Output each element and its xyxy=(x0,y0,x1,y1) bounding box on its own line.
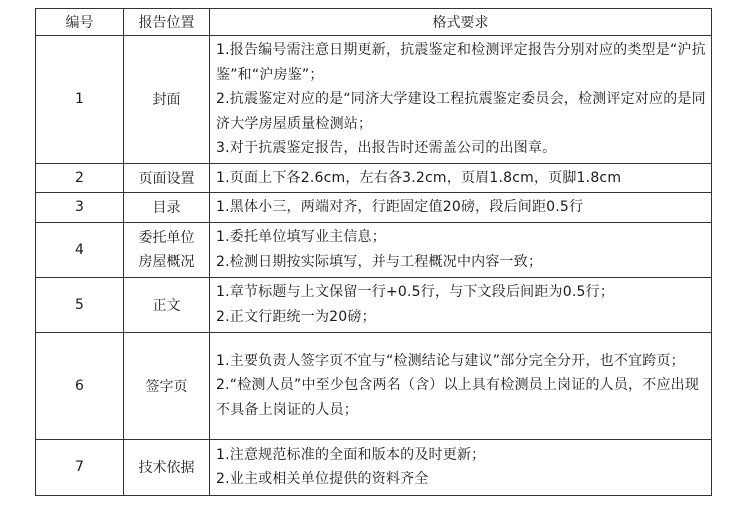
requirement-item: 2.抗震鉴定对应的是“同济大学建设工程抗震鉴定委员会，检测评定对应的是同济大学房屋质量检测站； xyxy=(216,91,706,132)
row-position: 签字页 xyxy=(124,332,210,439)
table-row xyxy=(36,36,712,164)
requirement-item: 1.黑体小三，两端对齐，行距固定值20磅，段后间距0.5行 xyxy=(216,199,584,215)
row-position-text: 委托单位房屋概况 xyxy=(138,229,195,270)
table-row xyxy=(36,193,712,223)
row-number: 1 xyxy=(36,36,124,164)
requirement-item: 2.检测日期按实际填写，并与工程概况中内容一致； xyxy=(216,253,543,270)
row-requirements xyxy=(210,163,712,193)
header-requirements: 格式要求 xyxy=(210,9,712,36)
row-requirements xyxy=(210,222,712,277)
table-row xyxy=(36,439,712,495)
row-position: 正文 xyxy=(124,277,210,332)
row-number: 7 xyxy=(36,439,124,495)
row-position: 目录 xyxy=(124,193,210,223)
table-row xyxy=(36,332,712,439)
row-requirements xyxy=(210,193,712,223)
row-number: 6 xyxy=(36,332,124,439)
header-number: 编号 xyxy=(36,9,124,36)
row-position xyxy=(124,222,210,277)
requirement-item: 2.业主或相关单位提供的资料齐全 xyxy=(216,471,429,487)
row-position: 技术依据 xyxy=(124,439,210,495)
header-row xyxy=(36,9,712,36)
row-requirements xyxy=(210,277,712,332)
requirement-item: 1.章节标题与上文保留一行+0.5行，与下文段后间距为0.5行； xyxy=(216,284,615,300)
row-number: 3 xyxy=(36,193,124,223)
row-requirements xyxy=(210,439,712,495)
requirement-item: 2.“检测人员”中至少包含两名（含）以上具有检测员上岗证的人员，不应出现不具备上岗证的人员； xyxy=(216,377,700,418)
requirement-item: 1.委托单位填写业主信息； xyxy=(216,229,386,245)
requirement-item: 2.正文行距统一为20磅； xyxy=(216,308,376,325)
row-position: 封面 xyxy=(124,36,210,164)
requirement-item: 1.报告编号需注意日期更新，抗震鉴定和检测评定报告分别对应的类型是“沪抗鉴”和“沪房鉴”； xyxy=(216,42,706,83)
header-position: 报告位置 xyxy=(124,9,210,36)
format-requirements-table xyxy=(35,8,712,496)
row-number: 4 xyxy=(36,222,124,277)
requirement-item: 3.对于抗震鉴定报告，出报告时还需盖公司的出图章。 xyxy=(216,140,557,156)
row-requirements xyxy=(210,332,712,439)
requirement-item: 1.页面上下各2.6cm，左右各3.2cm，页眉1.8cm，页脚1.8cm xyxy=(216,169,622,186)
row-position: 页面设置 xyxy=(124,163,210,193)
table-row xyxy=(36,277,712,332)
row-requirements xyxy=(210,36,712,164)
table-row xyxy=(36,222,712,277)
requirement-item: 1.注意规范标准的全面和版本的及时更新； xyxy=(216,446,486,463)
requirement-item: 1.主要负责人签字页不宜与“检测结论与建议”部分完全分开，也不宜跨页； xyxy=(216,352,685,369)
table-row xyxy=(36,163,712,193)
row-number: 5 xyxy=(36,277,124,332)
row-number: 2 xyxy=(36,163,124,193)
